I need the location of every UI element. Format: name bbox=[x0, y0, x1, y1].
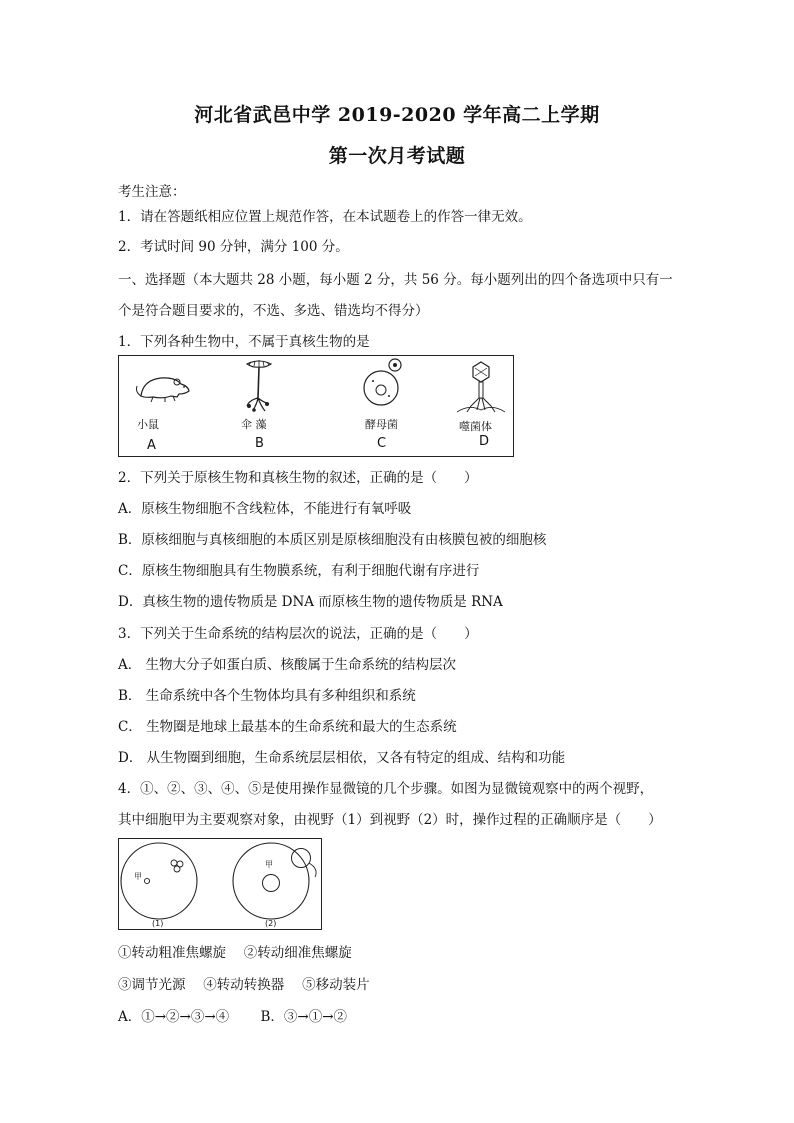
view2-cell-label: 甲 bbox=[265, 860, 273, 869]
microscope-fields-drawing bbox=[119, 839, 321, 929]
notice-heading: 考生注意： bbox=[118, 184, 186, 200]
q3-option-b: B． 生命系统中各个生物体均具有多种组织和系统 bbox=[118, 688, 416, 704]
q3-option-d: D． 从生物圈到细胞，生命系统层层相依，又各有特定的组成、结构和功能 bbox=[118, 750, 566, 766]
q1-label-d: 噬菌体 bbox=[459, 420, 492, 433]
q1-letter-a: A bbox=[147, 438, 156, 453]
q2-option-c: C．原核生物细胞具有生物膜系统，有利于细胞代谢有序进行 bbox=[118, 563, 480, 579]
mouse-drawing bbox=[133, 366, 193, 406]
q1-letter-b: B bbox=[255, 436, 264, 451]
q4-steps-line2: ③调节光源 ④转动转换器 ⑤移动装片 bbox=[118, 977, 370, 993]
q2-option-b: B．原核细胞与真核细胞的本质区别是原核细胞没有由核膜包被的细胞核 bbox=[118, 532, 547, 548]
page-title-line1: 河北省武邑中学 2019-2020 学年高二上学期 bbox=[194, 104, 600, 126]
q1-label-c: 酵母菌 bbox=[365, 418, 398, 431]
q4-stem-line2: 其中细胞甲为主要观察对象，由视野（1）到视野（2）时，操作过程的正确顺序是（ ） bbox=[118, 812, 662, 828]
q1-stem: 1．下列各种生物中，不属于真核生物的是 bbox=[118, 334, 370, 350]
q3-stem: 3．下列关于生命系统的结构层次的说法，正确的是（ ） bbox=[118, 626, 478, 642]
q1-label-b: 伞 藻 bbox=[241, 418, 267, 431]
notice-item-1: 1．请在答题纸相应位置上规范作答，在本试题卷上的作答一律无效。 bbox=[118, 209, 532, 225]
q3-option-a: A． 生物大分子如蛋白质、核酸属于生命系统的结构层次 bbox=[118, 657, 457, 673]
section-intro-line1: 一、选择题（本大题共 28 小题，每小题 2 分，共 56 分。每小题列出的四个备选项中只有一 bbox=[118, 272, 673, 288]
q1-letter-c: C bbox=[377, 436, 387, 451]
q1-label-a: 小鼠 bbox=[137, 418, 159, 431]
q4-options-line: A．①→②→③→④ B．③→①→② bbox=[118, 1009, 348, 1025]
acetabularia-drawing bbox=[239, 358, 279, 414]
q2-option-d: D．真核生物的遗传物质是 DNA 而原核生物的遗传物质是 RNA bbox=[118, 594, 503, 610]
page-title-line2: 第一次月考试题 bbox=[328, 145, 466, 167]
q2-stem: 2．下列关于原核生物和真核生物的叙述，正确的是（ ） bbox=[118, 470, 478, 486]
notice-item-2: 2．考试时间 90 分钟，满分 100 分。 bbox=[118, 239, 349, 255]
section-intro-line2: 个是符合题目要求的，不选、多选、错选均不得分） bbox=[118, 303, 429, 319]
q3-option-c: C． 生物圈是地球上最基本的生命系统和最大的生态系统 bbox=[118, 719, 457, 735]
view1-caption: (1) bbox=[152, 919, 164, 928]
bacteriophage-drawing bbox=[457, 360, 505, 414]
view2-caption: (2) bbox=[265, 919, 277, 928]
q2-option-a: A．原核生物细胞不含线粒体，不能进行有氧呼吸 bbox=[118, 501, 412, 517]
yeast-drawing bbox=[359, 356, 409, 412]
q1-letter-d: D bbox=[479, 434, 490, 449]
q1-organism-figure bbox=[118, 355, 514, 457]
view1-cell-label: 甲 bbox=[134, 872, 142, 881]
q4-steps-line1: ①转动粗准焦螺旋 ②转动细准焦螺旋 bbox=[118, 945, 352, 961]
q4-stem-line1: 4．①、②、③、④、⑤是使用操作显微镜的几个步骤。如图为显微镜观察中的两个视野， bbox=[118, 781, 654, 797]
q4-microscope-figure bbox=[118, 838, 322, 930]
